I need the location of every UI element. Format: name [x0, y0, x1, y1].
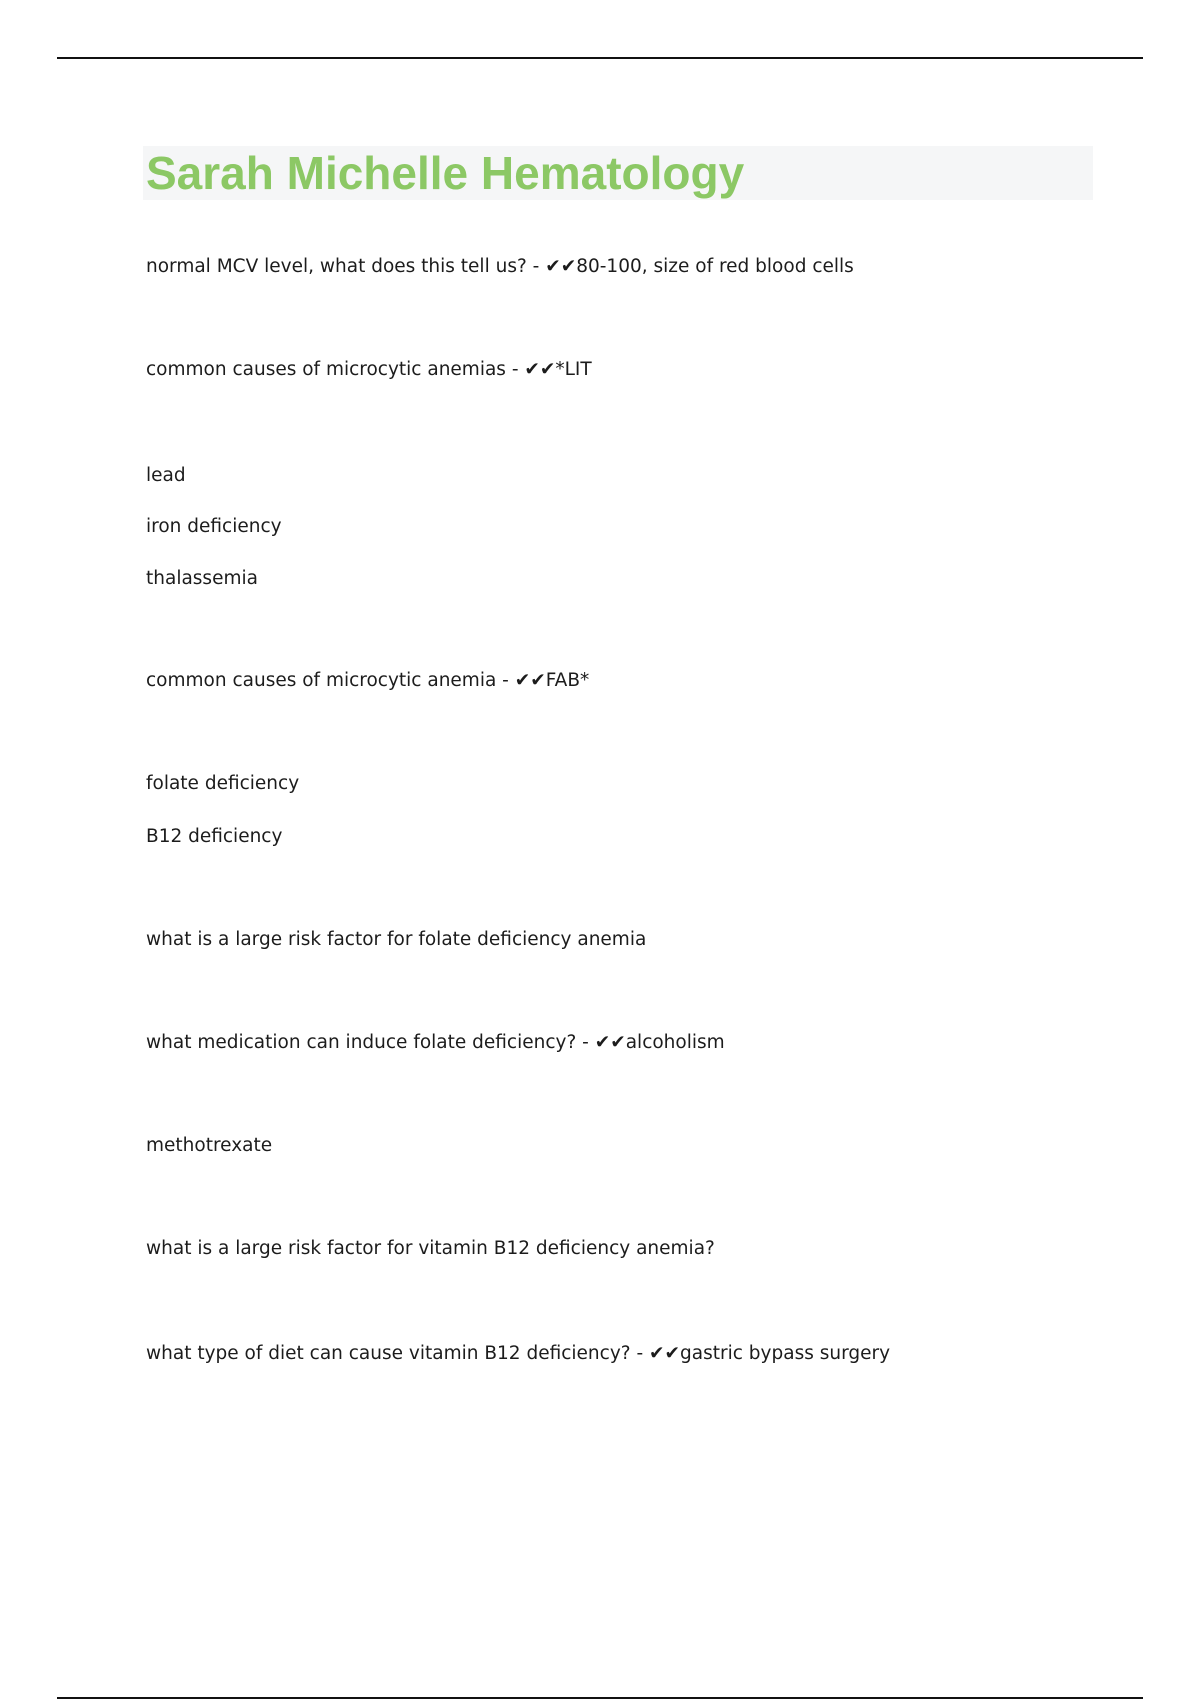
footer-rule	[57, 1697, 1143, 1699]
answer-line-methotrexate: methotrexate	[146, 1135, 273, 1156]
answer-line-folate: folate deficiency	[146, 773, 300, 794]
answer-line-b12: B12 deficiency	[146, 826, 283, 847]
document-title: Sarah Michelle Hematology	[146, 147, 745, 199]
qa-line-mcv: normal MCV level, what does this tell us? - ✔✔80-100, size of red blood cells	[146, 256, 854, 277]
qa-line-b12-diet: what type of diet can cause vitamin B12 deficiency? - ✔✔gastric bypass surgery	[146, 1343, 891, 1364]
answer-line-lead: lead	[146, 465, 186, 486]
header-rule	[57, 57, 1143, 59]
question-line-b12-risk: what is a large risk factor for vitamin B12 deficiency anemia?	[146, 1238, 715, 1259]
qa-line-microcytic-lit: common causes of microcytic anemias - ✔✔*LIT	[146, 359, 592, 380]
answer-line-iron: iron deficiency	[146, 516, 282, 537]
qa-line-folate-medication: what medication can induce folate deficiency? - ✔✔alcoholism	[146, 1032, 725, 1053]
qa-line-microcytic-fab: common causes of microcytic anemia - ✔✔FAB*	[146, 670, 590, 691]
question-line-folate-risk: what is a large risk factor for folate deficiency anemia	[146, 929, 647, 950]
answer-line-thalassemia: thalassemia	[146, 568, 258, 589]
